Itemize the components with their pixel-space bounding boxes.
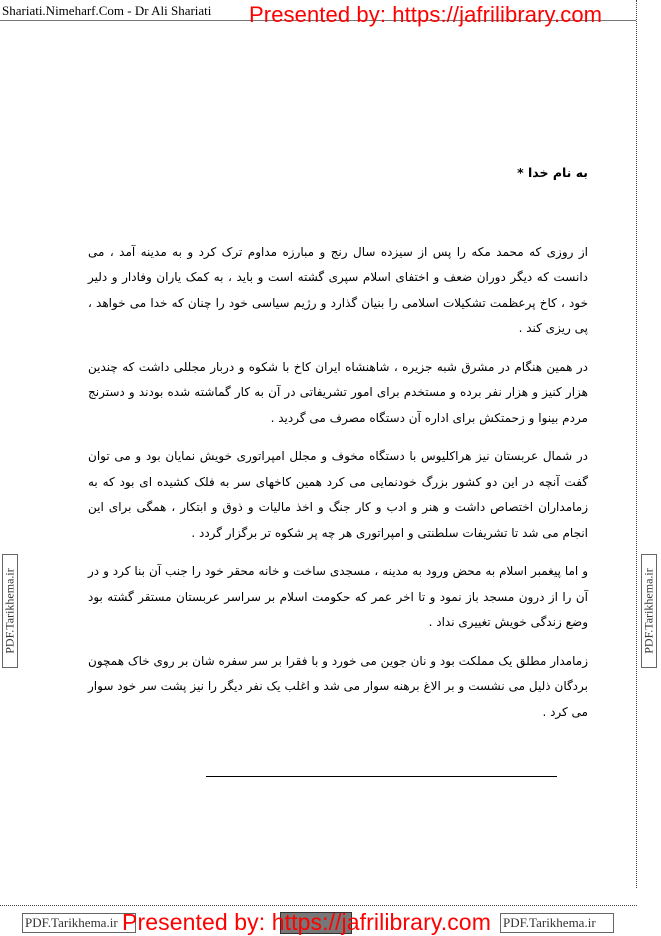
paragraph-4: و اما پیغمبر اسلام به محض ورود به مدینه ، مسجدی ساخت و خانه محقر خود را جنب آن بنا کرد و در آن را از درون مسجد باز نمود و تا اخر عمر که حکومت اسلام بر سراسر عربستان مستقر گشته بود وضع زندگی خویش تغییری نداد . [88, 564, 588, 629]
end-divider [206, 776, 557, 777]
top-watermark-banner: Presented by: https://jafrilibrary.com [249, 2, 603, 27]
paragraph-3: در شمال عربستان نیز هراکلیوس با دستگاه مخوف و مجلل امپراتوری خویش نمایان بود و می توان گفت آنچه در این دو کشور بزرگ خودنمایی می کرد همین کاخهای سر به فلک کشیده ای بود که به زمامداران اختصاص داشت و هنر و ادب و کار جنگ و اخذ مالیات و ذوق و ابتکار ، همگی برای این انجام می شد تا تشریفات سلطنتی و امپراتوری هر چه پر شکوه تر برگزار گردد . [88, 449, 588, 540]
source-site-header: Shariati.Nimeharf.Com - Dr Ali Shariati [2, 3, 212, 18]
right-side-watermark [641, 554, 657, 668]
left-side-watermark-text: PDF.Tarikhema.ir [2, 568, 17, 654]
bottom-watermark-banner: Presented by: https://jafrilibrary.com [122, 909, 491, 935]
paragraph-1: از روزی که محمد مکه را پس از سیزده سال رنج و مبارزه مداوم ترک کرد و به مدینه آمد ، می دانست که دیگر دوران ضعف و اختفای اسلام سپری گشته است و باید ، به کمک یاران وفادار و دلیر خود ، کاخ پرعظمت تشکیلات اسلامی را بنیان گذارد و رژیم سیاسی خود را چنان که خدا می خواهد ، پی ریزی کند . [88, 244, 588, 335]
paragraph-2: در همین هنگام در مشرق شبه جزیره ، شاهنشاه ایران کاخ با شکوه و دربار مجللی داشت که چندین هزار کنیز و هزار نفر برده و مستخدم برای امور تشریفاتی در آن به کار گماشته شده بودند و دسترنج مردم بینوا و زحمتکش برای اداره آن دستگاه مصرف می گردید . [88, 359, 588, 425]
document-body [88, 160, 588, 738]
right-page-border [636, 0, 637, 888]
bottom-page-border [0, 905, 637, 906]
right-side-watermark-text: PDF.Tarikhema.ir [641, 568, 656, 654]
footer-left-watermark: PDF.Tarikhema.ir [22, 913, 136, 933]
paragraph-5: زمامدار مطلق یک مملکت بود و نان جوین می خورد و با فقرا بر سر سفره شان بر روی خاک همچون بردگان ذلیل می نشست و بر الاغ برهنه سوار می شد و اغلب یک نفر دیگر را نیز پشت سر خود سوار می کرد . [88, 653, 588, 719]
document-title: به نام خدا * [517, 165, 588, 180]
footer-right-watermark: PDF.Tarikhema.ir [500, 913, 614, 933]
left-side-watermark [2, 554, 18, 668]
